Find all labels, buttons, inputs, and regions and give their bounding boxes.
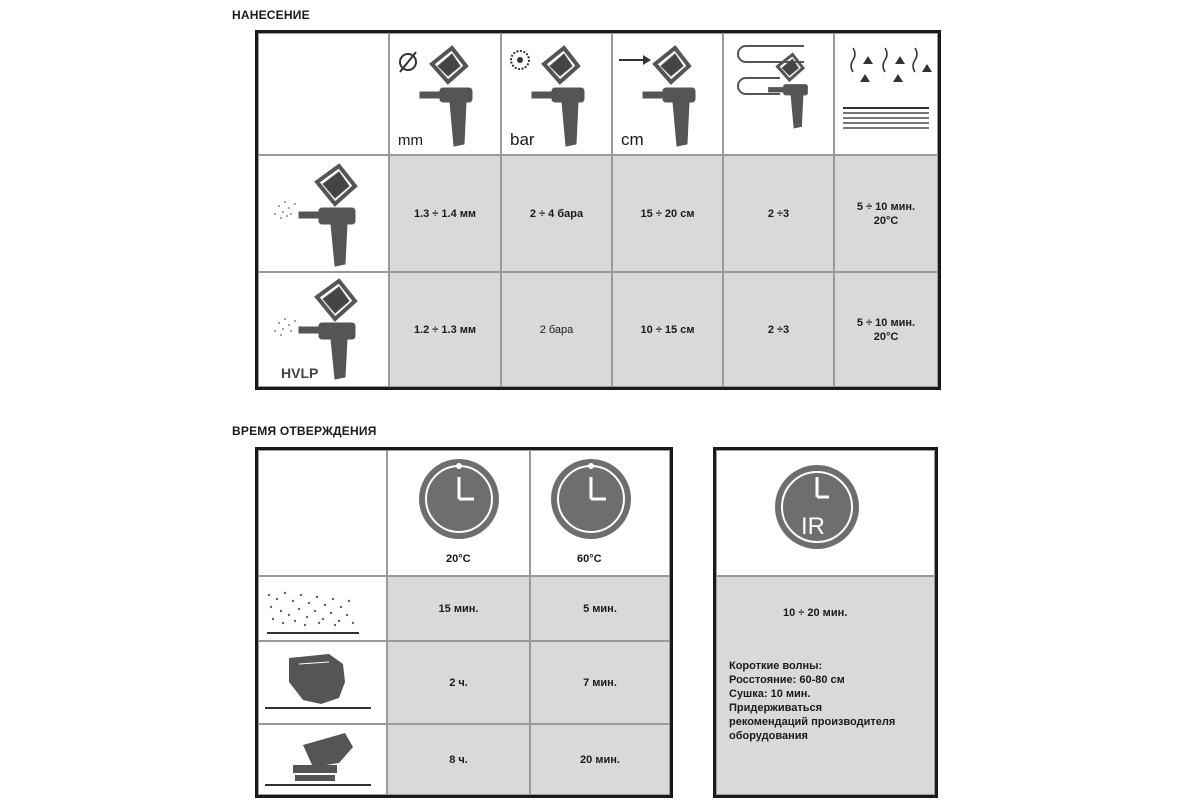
- nozzle-value-2: 1.2 ÷ 1.3 мм: [389, 272, 501, 387]
- pressure-value-2: 2 бара: [501, 272, 612, 387]
- ir-label: IR: [801, 513, 825, 540]
- header-flash-off: [834, 33, 938, 155]
- ir-table: [713, 447, 938, 798]
- sanding-icon: [259, 725, 388, 796]
- application-title: НАНЕСЕНИЕ: [232, 8, 310, 22]
- flash-value-1: 5 ÷ 10 мин. 20°C: [834, 155, 938, 272]
- spray-gun-icon: [259, 273, 390, 388]
- unit-cm: cm: [621, 130, 644, 149]
- hvlp-label: HVLP: [281, 365, 319, 381]
- header-20c: [387, 450, 530, 576]
- distance-value-1: 15 ÷ 20 см: [612, 155, 723, 272]
- temp-60c: 60°C: [577, 553, 602, 565]
- touch-dry-60c: 7 мин.: [530, 641, 670, 724]
- temp-20c: 20°C: [446, 553, 471, 565]
- dust-free-20c: 15 мин.: [387, 576, 530, 641]
- pressure-value-1: 2 ÷ 4 бара: [501, 155, 612, 272]
- coats-value-2: 2 ÷3: [723, 272, 834, 387]
- ir-body: [716, 576, 935, 795]
- curing-corner-cell: [258, 450, 387, 576]
- header-coats: [723, 33, 834, 155]
- spray-gun-icon: [532, 48, 584, 146]
- touch-dry-cell: [258, 641, 387, 724]
- application-table: [255, 30, 941, 390]
- dust-free-icon: [259, 577, 388, 642]
- flash-value-2: 5 ÷ 10 мин. 20°C: [834, 272, 938, 387]
- spray-gun-icon: [769, 55, 808, 129]
- unit-bar: bar: [510, 130, 535, 149]
- flash-off-icon: [835, 34, 939, 156]
- curing-title: ВРЕМЯ ОТВЕРЖДЕНИЯ: [232, 424, 377, 438]
- dust-free-cell: [258, 576, 387, 641]
- spray-gun-icon: [259, 156, 390, 273]
- spray-gun-icon: [420, 48, 472, 146]
- gun-cell-conventional: [258, 155, 389, 272]
- touch-dry-20c: 2 ч.: [387, 641, 530, 724]
- header-distance: [612, 33, 723, 155]
- dust-free-60c: 5 мин.: [530, 576, 670, 641]
- ir-lamp-icon: [717, 451, 936, 577]
- ir-time: 10 ÷ 20 мин.: [783, 607, 848, 619]
- unit-mm: mm: [398, 132, 423, 149]
- corner-cell: [258, 33, 389, 155]
- spray-gun-icon: [643, 48, 695, 146]
- distance-value-2: 10 ÷ 15 см: [612, 272, 723, 387]
- ir-header: [716, 450, 935, 576]
- header-pressure: [501, 33, 612, 155]
- sanding-20c: 8 ч.: [387, 724, 530, 795]
- ir-note: Короткие волны: Росстояние: 60-80 см Сушка: 10 мин. Придерживаться рекомендаций производителя оборудования: [729, 660, 896, 742]
- nozzle-value-1: 1.3 ÷ 1.4 мм: [389, 155, 501, 272]
- sanding-cell: [258, 724, 387, 795]
- header-nozzle: [389, 33, 501, 155]
- coats-value-1: 2 ÷3: [723, 155, 834, 272]
- overlap-icon: [724, 34, 835, 156]
- sanding-60c: 20 мин.: [530, 724, 670, 795]
- gun-cell-hvlp: [258, 272, 389, 387]
- curing-table: [255, 447, 673, 798]
- touch-dry-icon: [259, 642, 388, 725]
- header-60c: [530, 450, 670, 576]
